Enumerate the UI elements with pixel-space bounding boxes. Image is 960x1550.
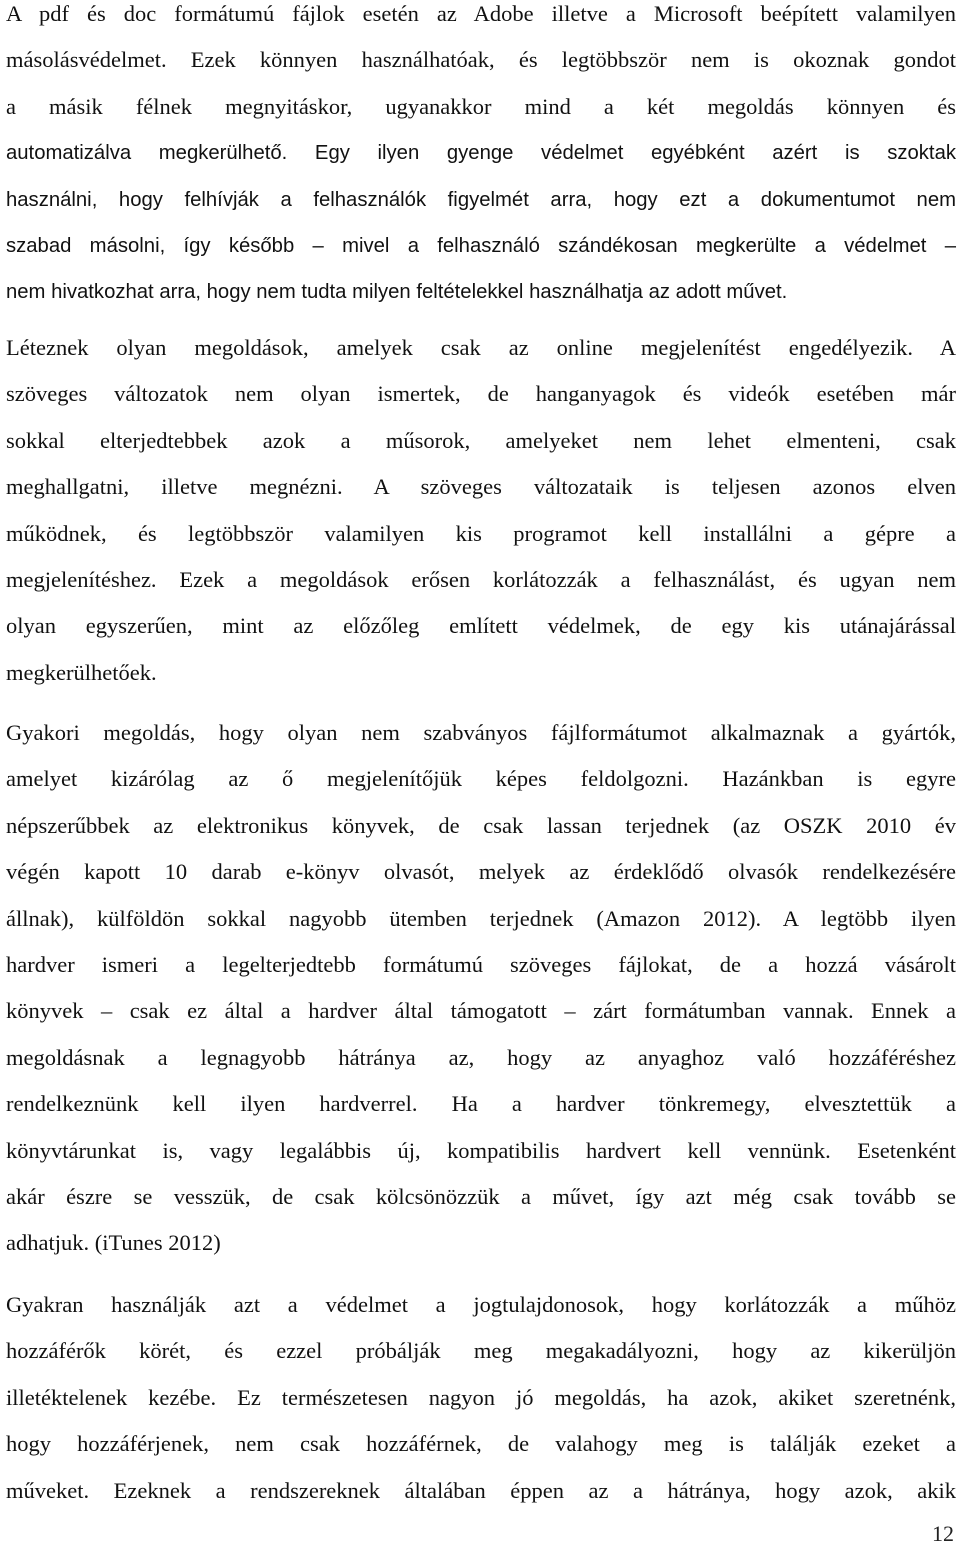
- text-line: állnak), külföldön sokkal nagyobb ütemben terjednek (Amazon 2012). A legtöbb ilyen: [6, 905, 956, 931]
- text-line: Gyakori megoldás, hogy olyan nem szabványos fájlformátumot alkalmaznak a gyártók,: [6, 720, 956, 745]
- paragraph-3: [6, 710, 956, 1267]
- text-line: meghallgatni, illetve megnézni. A szöveges változataik is teljesen azonos elven: [6, 474, 956, 500]
- text-line: szöveges változatok nem olyan ismertek, de hanganyagok és videók esetében már: [6, 381, 956, 407]
- text-line: nem hivatkozhat arra, hogy nem tudta milyen feltételekkel használhatja az adott művet.: [6, 281, 788, 304]
- text-line: a másik félnek megnyitáskor, ugyanakkor mind a két megoldás könnyen és: [6, 93, 956, 119]
- text-line: Léteznek olyan megoldások, amelyek csak az online megjelenítést engedélyezik. A: [6, 335, 956, 360]
- paragraph-2: [6, 325, 956, 696]
- text-line: megoldásnak a legnagyobb hátránya az, hogy az anyaghoz való hozzáféréshez: [6, 1044, 956, 1070]
- text-line: használni, hogy felhívják a felhasználók figyelmét arra, hogy ezt a dokumentumot nem: [6, 188, 956, 211]
- text-line: megjelenítéshez. Ezek a megoldások erősen korlátozzák a felhasználást, és ugyan nem: [6, 567, 956, 593]
- text-line: sokkal elterjedtebbek azok a műsorok, amelyeket nem lehet elmenteni, csak: [6, 427, 956, 453]
- text-line: megkerülhetőek.: [6, 659, 157, 685]
- text-line: könyvek – csak ez által a hardver által támogatott – zárt formátumban vannak. Ennek a: [6, 998, 956, 1024]
- page-number: 12: [932, 1521, 954, 1546]
- text-line: illetéktelenek kezébe. Ez természetesen nagyon jó megoldás, ha azok, akiket szeretnénk,: [6, 1384, 956, 1410]
- text-line: akár észre se vesszük, de csak kölcsönözzük a művet, így azt még csak tovább se: [6, 1184, 956, 1210]
- text-line: adhatjuk. (iTunes 2012): [6, 1230, 221, 1256]
- text-line: A pdf és doc formátumú fájlok esetén az Adobe illetve a Microsoft beépített valamilyen: [6, 1, 956, 26]
- text-line: automatizálva megkerülhető. Egy ilyen gyenge védelmet egyébként azért is szoktak: [6, 142, 956, 165]
- text-line: másolásvédelmet. Ezek könnyen használhatóak, és legtöbbször nem is okoznak gondot: [6, 47, 956, 73]
- paragraph-1: [6, 0, 956, 316]
- text-line: olyan egyszerűen, mint az előzőleg említett védelmek, de egy kis utánajárással: [6, 613, 956, 639]
- text-line: szabad másolni, így később – mivel a felhasználó szándékosan megkerülte a védelmet –: [6, 235, 956, 258]
- text-line: hogy hozzáférjenek, nem csak hozzáférnek, de valahogy meg is találják ezeket a: [6, 1431, 956, 1457]
- text-line: amelyet kizárólag az ő megjelenítőjük képes feldolgozni. Hazánkban is egyre: [6, 766, 956, 792]
- text-line: hardver ismeri a legelterjedtebb formátumú szöveges fájlokat, de a hozzá vásárolt: [6, 952, 956, 978]
- text-line: rendelkeznünk kell ilyen hardverrel. Ha a hardver tönkremegy, elvesztettük a: [6, 1091, 956, 1117]
- text-line: népszerűbbek az elektronikus könyvek, de csak lassan terjednek (az OSZK 2010 év: [6, 812, 956, 838]
- text-line: Gyakran használják azt a védelmet a jogtulajdonosok, hogy korlátozzák a műhöz: [6, 1292, 956, 1317]
- text-line: műveket. Ezeknek a rendszereknek általában éppen az a hátránya, hogy azok, akik: [6, 1477, 956, 1503]
- text-line: könyvtárunkat is, vagy legalábbis új, kompatibilis hardvert kell vennünk. Esetenként: [6, 1137, 956, 1163]
- text-line: hozzáférők körét, és ezzel próbálják meg megakadályozni, hogy az kikerüljön: [6, 1338, 956, 1364]
- paragraph-4: [6, 1282, 956, 1514]
- text-line: végén kapott 10 darab e-könyv olvasót, melyek az érdeklődő olvasók rendelkezésére: [6, 859, 956, 885]
- text-line: működnek, és legtöbbször valamilyen kis programot kell installálni a gépre a: [6, 520, 956, 546]
